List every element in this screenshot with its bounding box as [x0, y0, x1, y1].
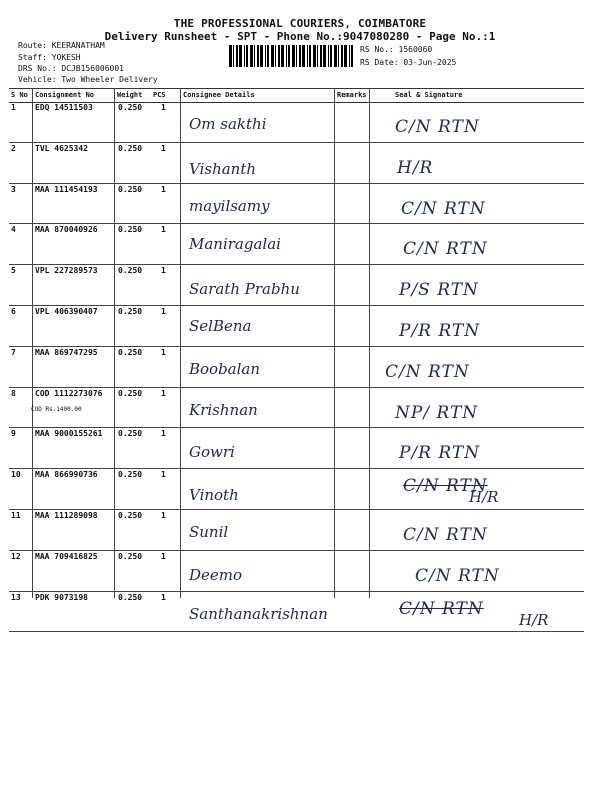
consignee-signature: Boobalan: [189, 359, 261, 378]
consignment-number: MAA 9000155261: [35, 429, 103, 439]
consignee-signature: Krishnan: [189, 400, 258, 419]
serial-number: 4: [11, 225, 16, 235]
seal-remark: P/R RTN: [399, 321, 481, 341]
weight-value: 0.250: [118, 551, 143, 561]
consignment-number: TVL 4625342: [35, 143, 88, 153]
weight-value: 0.250: [118, 266, 143, 276]
serial-number: 13: [11, 592, 21, 602]
table-row: [9, 223, 584, 265]
seal-remark: P/S RTN: [399, 280, 479, 301]
serial-number: 9: [11, 429, 16, 439]
consignee-signature: Vishanth: [189, 159, 257, 178]
consignment-number: MAA 870040926: [35, 225, 98, 235]
seal-remark: NP/ RTN: [395, 402, 479, 423]
table-row: [9, 346, 584, 388]
cod-amount: COD Rs.1400.00: [31, 405, 82, 413]
pcs-value: 1: [161, 184, 166, 194]
header-remarks: Remarks: [337, 91, 367, 99]
vehicle-label: Vehicle: Two Wheeler Delivery: [18, 75, 158, 84]
pcs-value: 1: [161, 470, 166, 480]
seal-remark: C/N RTN: [415, 565, 500, 586]
serial-number: 8: [11, 388, 16, 398]
seal-remark: C/N RTN: [385, 361, 470, 382]
consignment-number: MAA 866990736: [35, 470, 98, 480]
consignment-number: COD 1112273076: [35, 388, 103, 398]
header-consignment: Consignment No: [35, 91, 95, 99]
table-row: [9, 468, 584, 510]
pcs-value: 1: [161, 347, 166, 357]
rs-date: RS Date: 03-Jun-2025: [360, 58, 457, 67]
seal-remark: C/N RTN: [401, 198, 486, 219]
consignee-signature: Maniragalai: [189, 235, 281, 254]
consignment-number: MAA 709416825: [35, 551, 98, 561]
serial-number: 7: [11, 347, 16, 357]
pcs-value: 1: [161, 225, 166, 235]
header-sno: S No: [11, 91, 28, 99]
weight-value: 0.250: [118, 225, 143, 235]
weight-value: 0.250: [118, 592, 143, 602]
consignment-number: PDK 9073198: [35, 592, 88, 602]
consignee-signature: mayilsamy: [189, 196, 270, 215]
consignment-number: EDQ 14511503: [35, 103, 93, 112]
table-row: [9, 183, 584, 225]
weight-value: 0.250: [118, 143, 143, 153]
seal-remark: C/N RTN: [403, 476, 488, 497]
weight-value: 0.250: [118, 307, 143, 316]
serial-number: 11: [11, 511, 21, 520]
header-seal: Seal & Signature: [395, 91, 463, 99]
weight-value: 0.250: [118, 184, 143, 194]
consignee-signature: Deemo: [189, 565, 243, 584]
consignee-signature: Santhanakrishnan: [189, 604, 328, 623]
serial-number: 10: [11, 470, 21, 480]
company-title: THE PROFESSIONAL COURIERS, COIMBATORE: [173, 17, 427, 30]
pcs-value: 1: [161, 551, 166, 561]
consignee-signature: Gowri: [189, 443, 235, 462]
route-label: Route: KEERANATHAM: [18, 41, 105, 50]
serial-number: 3: [11, 184, 16, 194]
weight-value: 0.250: [118, 429, 143, 439]
consignee-signature: Vinoth: [189, 486, 239, 505]
table-row: [9, 427, 584, 469]
weight-value: 0.250: [118, 347, 143, 357]
seal-remark-extra: H/R: [469, 488, 499, 507]
consignment-number: MAA 111454193: [35, 184, 98, 194]
table-row: [9, 305, 584, 347]
seal-remark: C/N RTN: [403, 525, 488, 545]
serial-number: 2: [11, 143, 16, 153]
serial-number: 1: [11, 103, 16, 112]
weight-value: 0.250: [118, 103, 143, 112]
consignee-signature: Sunil: [189, 523, 229, 541]
consignment-number: VPL 406390407: [35, 307, 98, 316]
consignee-signature: Sarath Prabhu: [189, 280, 300, 299]
serial-number: 12: [11, 551, 21, 561]
header-weight: Weight: [117, 91, 143, 99]
table-row: [9, 387, 584, 429]
consignee-signature: SelBena: [189, 317, 252, 335]
weight-value: 0.250: [118, 388, 143, 398]
header-pcs: PCS: [153, 91, 166, 99]
weight-value: 0.250: [118, 511, 143, 520]
table-row: [9, 142, 584, 184]
table-row: [9, 509, 584, 551]
weight-value: 0.250: [118, 470, 143, 480]
consignment-number: MAA 111289098: [35, 511, 98, 520]
seal-remark: C/N RTN: [399, 598, 484, 619]
consignment-number: MAA 869747295: [35, 347, 98, 357]
table-row: [9, 101, 584, 143]
pcs-value: 1: [161, 592, 166, 602]
pcs-value: 1: [161, 388, 166, 398]
runsheet-subtitle: Delivery Runsheet - SPT - Phone No.:9047080280 - Page No.:1: [104, 30, 496, 43]
seal-remark: C/N RTN: [395, 117, 480, 137]
staff-label: Staff: YOKESH: [18, 53, 81, 62]
table-row: [9, 550, 584, 592]
pcs-value: 1: [161, 429, 166, 439]
seal-remark-extra: H/R: [519, 610, 549, 629]
serial-number: 6: [11, 307, 16, 316]
header-consignee: Consignee Details: [183, 91, 255, 99]
table-row: [9, 591, 584, 633]
pcs-value: 1: [161, 511, 166, 520]
drs-number: DRS No.: DCJB156006001: [18, 64, 124, 73]
consignment-number: VPL 227289573: [35, 266, 98, 276]
seal-remark: P/R RTN: [399, 443, 481, 464]
pcs-value: 1: [161, 143, 166, 153]
serial-number: 5: [11, 266, 16, 276]
pcs-value: 1: [161, 103, 166, 112]
consignee-signature: Om sakthi: [189, 115, 267, 133]
seal-remark: C/N RTN: [403, 239, 488, 260]
rs-number: RS No.: 1560060: [360, 45, 433, 54]
table-row: [9, 264, 584, 306]
pcs-value: 1: [161, 266, 166, 276]
pcs-value: 1: [161, 307, 166, 316]
seal-remark: H/R: [397, 157, 434, 178]
barcode-image: [229, 45, 355, 69]
